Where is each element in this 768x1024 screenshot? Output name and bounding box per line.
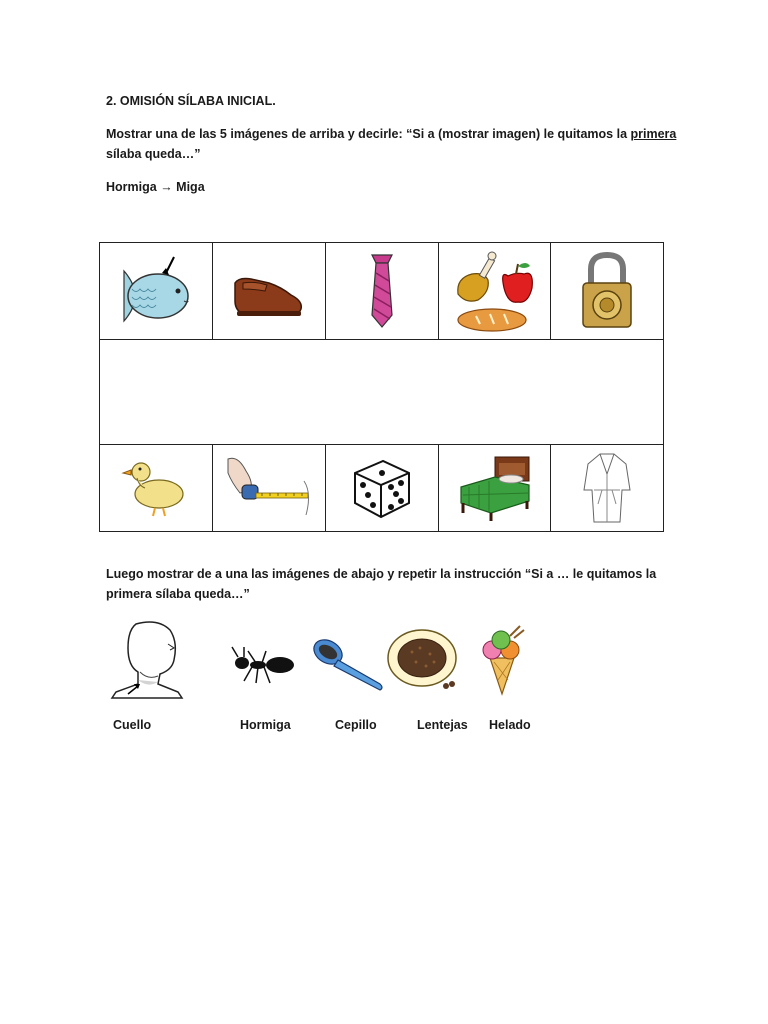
caption-cuello: Cuello (113, 718, 152, 732)
example-result: Miga (176, 180, 205, 194)
bed-icon (439, 445, 550, 531)
example-word: Hormiga (106, 180, 157, 194)
fish-icon (100, 243, 212, 339)
caption-hormiga: Hormiga (240, 718, 291, 732)
caption-helado: Helado (489, 718, 531, 732)
instruction2-line-1: Luego mostrar de a una las imágenes de abajo y repetir la instrucción “Si a … le quitamos la (106, 567, 657, 581)
example-line (106, 177, 205, 197)
section-title: 2. OMISIÓN SÍLABA INICIAL. (106, 94, 276, 108)
caption-cepillo: Cepillo (335, 718, 377, 732)
instruction-text: Mostrar una de las 5 imágenes de arriba y decirle: “Si a (mostrar imagen) le quitamos la (106, 127, 631, 141)
caption-lentejas: Lentejas (417, 718, 468, 732)
arrow-icon: → (160, 180, 173, 194)
picture-grid (99, 242, 664, 532)
bathrobe-icon (551, 445, 663, 531)
ice-cream-icon (474, 624, 530, 701)
instruction-line-2: sílaba queda…” (106, 147, 201, 161)
food-icon (439, 243, 550, 339)
shoe-icon (213, 243, 325, 339)
instruction-line-1 (106, 124, 676, 144)
measuring-tape-icon (213, 445, 325, 531)
padlock-icon (551, 243, 663, 339)
dice-icon (326, 445, 438, 531)
duck-icon (100, 445, 212, 531)
tie-icon (326, 243, 438, 339)
ant-icon (230, 645, 300, 690)
neck-icon (108, 618, 188, 705)
brush-icon (310, 636, 386, 697)
instruction-emphasis: primera (630, 127, 677, 141)
instruction2-line-2: primera sílaba queda…” (106, 587, 250, 601)
lentils-icon (386, 626, 462, 697)
